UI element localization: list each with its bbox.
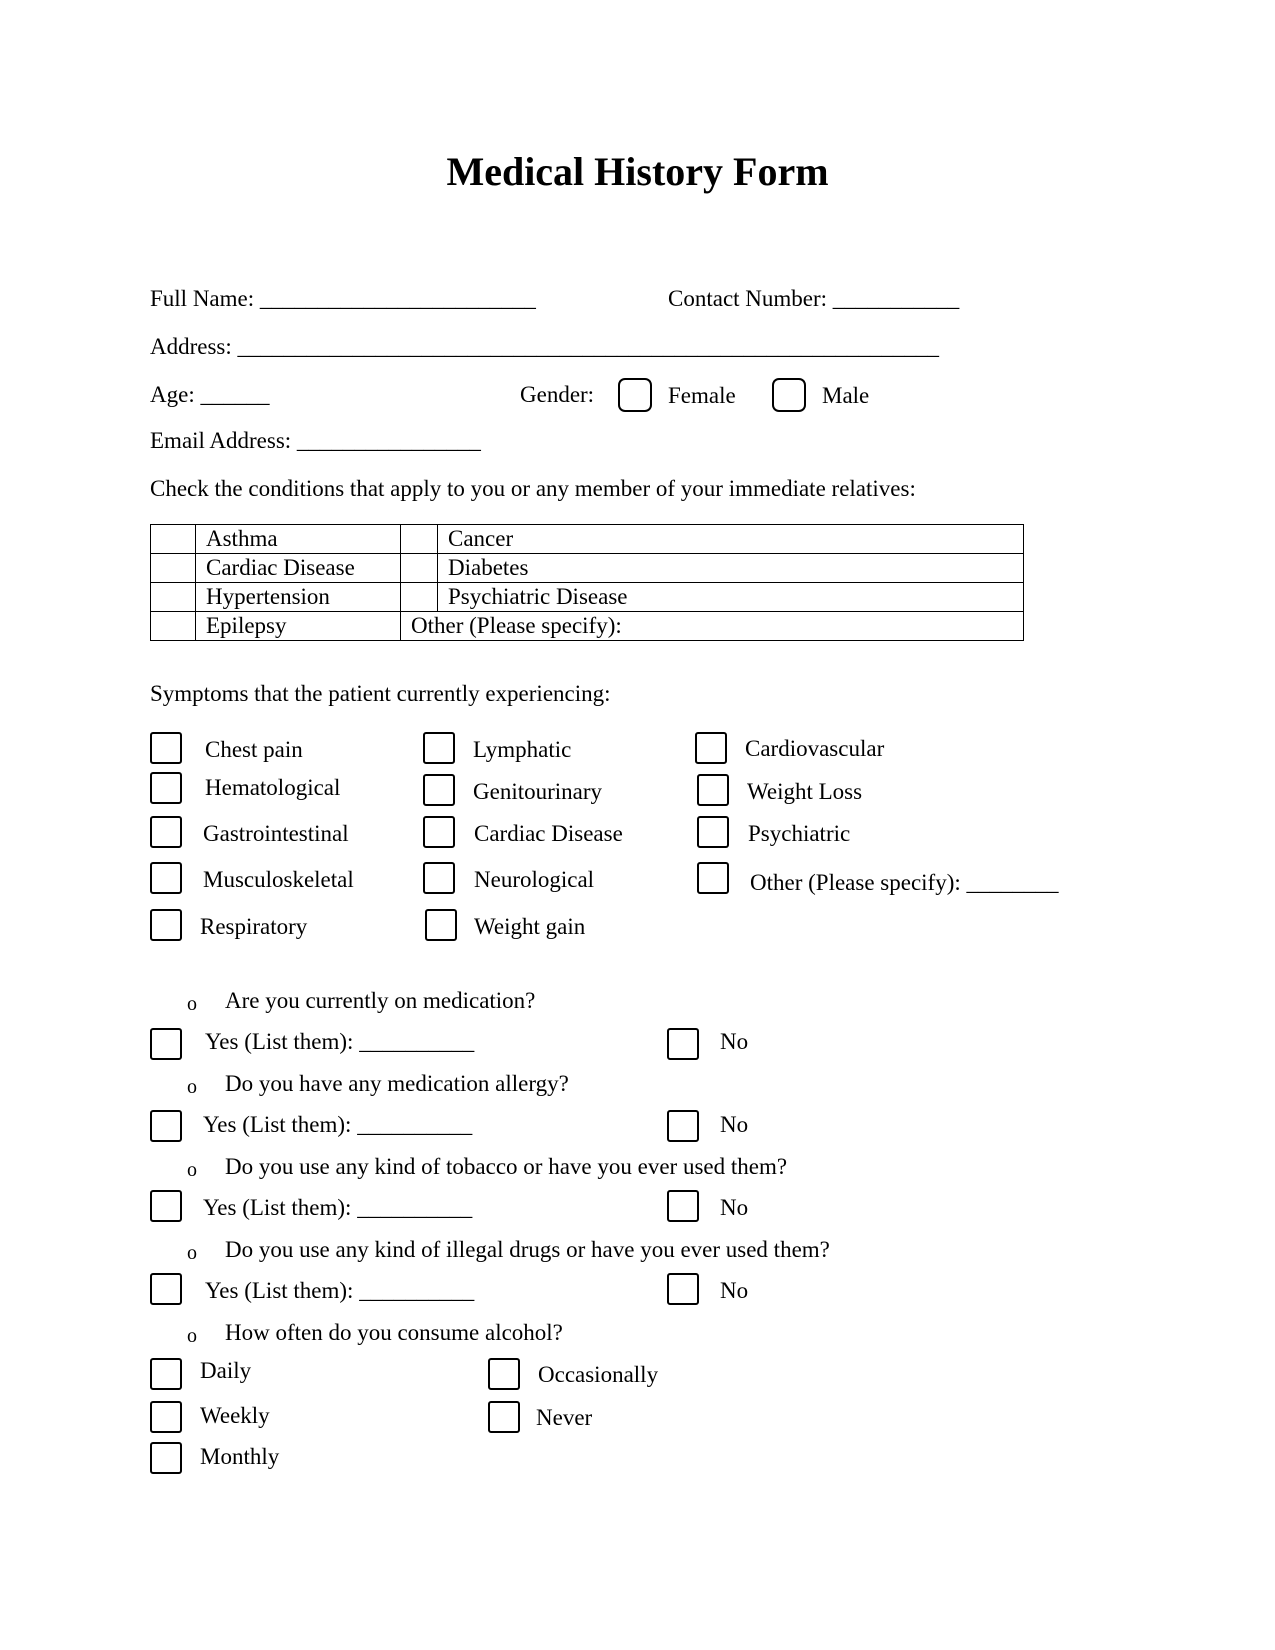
alcohol-weekly-checkbox[interactable]	[150, 1401, 182, 1433]
condition-cardiac-checkbox[interactable]	[151, 554, 196, 583]
symptom-checkbox[interactable]	[695, 732, 727, 764]
yes-checkbox[interactable]	[150, 1273, 182, 1305]
age-field[interactable]: Age: ______	[150, 382, 270, 407]
symptom-checkbox[interactable]	[423, 862, 455, 894]
table-row	[151, 612, 1024, 641]
symptom-label: Neurological	[474, 867, 595, 892]
gender-female-checkbox[interactable]	[618, 378, 652, 412]
symptom-checkbox[interactable]	[697, 816, 729, 848]
condition-asthma-checkbox[interactable]	[151, 525, 196, 554]
symptom-checkbox[interactable]	[697, 862, 729, 894]
no-label: No	[720, 1278, 749, 1303]
condition-diabetes-checkbox[interactable]	[401, 554, 438, 583]
alcohol-never-checkbox[interactable]	[488, 1401, 520, 1433]
no-label: No	[720, 1195, 749, 1220]
alcohol-option-label: Weekly	[200, 1403, 270, 1428]
condition-label: Psychiatric Disease	[438, 583, 1024, 612]
symptom-label: Psychiatric	[748, 821, 851, 846]
gender-female-label: Female	[668, 383, 736, 408]
condition-label: Cardiac Disease	[196, 554, 401, 583]
symptom-checkbox[interactable]	[423, 816, 455, 848]
condition-hypertension-checkbox[interactable]	[151, 583, 196, 612]
full-name-field[interactable]: Full Name: ________________________	[150, 286, 536, 311]
symptom-other-field[interactable]: Other (Please specify): ________	[750, 870, 1059, 895]
symptom-checkbox[interactable]	[425, 909, 457, 941]
symptom-checkbox[interactable]	[150, 772, 182, 804]
alcohol-option-label: Monthly	[200, 1444, 280, 1469]
yes-checkbox[interactable]	[150, 1110, 182, 1142]
alcohol-occasionally-checkbox[interactable]	[488, 1358, 520, 1390]
question-text: Do you use any kind of illegal drugs or have you ever used them?	[225, 1237, 830, 1262]
symptom-checkbox[interactable]	[697, 774, 729, 806]
no-checkbox[interactable]	[667, 1273, 699, 1305]
symptom-label: Weight gain	[474, 914, 586, 939]
alcohol-monthly-checkbox[interactable]	[150, 1442, 182, 1474]
alcohol-option-label: Occasionally	[538, 1362, 659, 1387]
address-field[interactable]: Address: _____________________________________________________________	[150, 334, 940, 359]
gender-male-label: Male	[822, 383, 870, 408]
no-label: No	[720, 1029, 749, 1054]
conditions-table	[150, 524, 1024, 641]
table-row	[151, 554, 1024, 583]
condition-cancer-checkbox[interactable]	[401, 525, 438, 554]
condition-label: Hypertension	[196, 583, 401, 612]
symptoms-heading: Symptoms that the patient currently experiencing:	[150, 681, 611, 706]
yes-list-field[interactable]: Yes (List them): __________	[205, 1029, 475, 1054]
symptom-checkbox[interactable]	[150, 862, 182, 894]
question-text: Are you currently on medication?	[225, 988, 536, 1013]
no-checkbox[interactable]	[667, 1028, 699, 1060]
no-checkbox[interactable]	[667, 1190, 699, 1222]
bullet-icon: o	[187, 1325, 197, 1347]
bullet-icon: o	[187, 1242, 197, 1264]
alcohol-daily-checkbox[interactable]	[150, 1358, 182, 1390]
symptom-checkbox[interactable]	[423, 774, 455, 806]
symptom-label: Genitourinary	[473, 779, 603, 804]
symptom-label: Cardiovascular	[745, 736, 885, 761]
alcohol-option-label: Never	[536, 1405, 593, 1430]
table-row	[151, 583, 1024, 612]
symptom-checkbox[interactable]	[150, 816, 182, 848]
email-field[interactable]: Email Address: ________________	[150, 428, 481, 453]
symptom-label: Respiratory	[200, 914, 308, 939]
condition-psychiatric-checkbox[interactable]	[401, 583, 438, 612]
gender-male-checkbox[interactable]	[772, 378, 806, 412]
yes-list-field[interactable]: Yes (List them): __________	[203, 1195, 473, 1220]
yes-checkbox[interactable]	[150, 1190, 182, 1222]
yes-list-field[interactable]: Yes (List them): __________	[205, 1278, 475, 1303]
table-row	[151, 525, 1024, 554]
contact-number-field[interactable]: Contact Number: ___________	[668, 286, 960, 311]
conditions-instruction: Check the conditions that apply to you or any member of your immediate relatives:	[150, 476, 916, 501]
condition-label: Cancer	[438, 525, 1024, 554]
question-text: How often do you consume alcohol?	[225, 1320, 563, 1345]
condition-other-field[interactable]: Other (Please specify):	[401, 612, 1024, 641]
question-text: Do you have any medication allergy?	[225, 1071, 569, 1096]
symptom-label: Musculoskeletal	[203, 867, 354, 892]
no-label: No	[720, 1112, 749, 1137]
symptom-checkbox[interactable]	[150, 732, 182, 764]
alcohol-option-label: Daily	[200, 1358, 252, 1383]
symptom-label: Cardiac Disease	[474, 821, 623, 846]
symptom-label: Lymphatic	[473, 737, 572, 762]
question-text: Do you use any kind of tobacco or have you ever used them?	[225, 1154, 788, 1179]
symptom-label: Hematological	[205, 775, 341, 800]
yes-checkbox[interactable]	[150, 1028, 182, 1060]
symptom-checkbox[interactable]	[423, 732, 455, 764]
condition-epilepsy-checkbox[interactable]	[151, 612, 196, 641]
page-title: Medical History Form	[446, 149, 829, 194]
gender-label: Gender:	[520, 382, 595, 407]
no-checkbox[interactable]	[667, 1110, 699, 1142]
bullet-icon: o	[187, 1076, 197, 1098]
symptom-label: Chest pain	[205, 737, 303, 762]
condition-label: Epilepsy	[196, 612, 401, 641]
symptom-label: Gastrointestinal	[203, 821, 349, 846]
symptom-label: Weight Loss	[747, 779, 863, 804]
condition-label: Diabetes	[438, 554, 1024, 583]
bullet-icon: o	[187, 993, 197, 1015]
condition-label: Asthma	[196, 525, 401, 554]
symptom-checkbox[interactable]	[150, 909, 182, 941]
bullet-icon: o	[187, 1159, 197, 1181]
yes-list-field[interactable]: Yes (List them): __________	[203, 1112, 473, 1137]
